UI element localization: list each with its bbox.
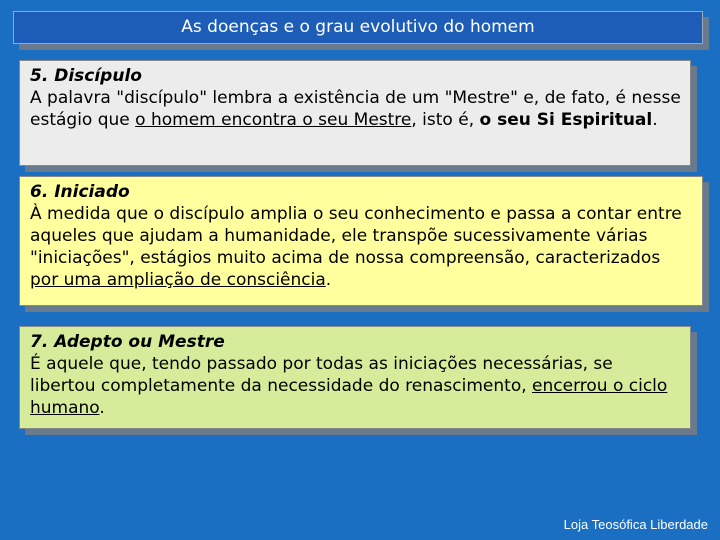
- card-text: .: [325, 270, 332, 290]
- page-title: As doenças e o grau evolutivo do homem: [181, 17, 535, 37]
- card-text: É aquele que, tendo passado por todas as iniciações necessárias, se libertou completamente da necessidade do renascimento,: [30, 354, 613, 396]
- card-text: , isto é,: [411, 110, 480, 130]
- card-text-underlined: o homem encontra o seu Mestre: [135, 110, 412, 130]
- card-discipulo: [19, 60, 691, 166]
- card-heading: 6. Iniciado: [30, 182, 130, 202]
- card-heading: 7. Adepto ou Mestre: [30, 332, 225, 352]
- card-text-bold: o seu Si Espiritual: [479, 110, 653, 130]
- card-text: A palavra "discípulo" lembra a existência de um "Mestre" e, de fato, é nesse estágio que: [30, 88, 681, 130]
- card-heading: 5. Discípulo: [30, 66, 142, 86]
- card-text: À medida que o discípulo amplia o seu conhecimento e passa a contar entre aqueles que ajudam a humanidade, ele transpõe sucessivamente várias "iniciações", estágios muito acima de nossa compreensão, caracterizados: [30, 204, 682, 268]
- card-text-underlined: por uma ampliação de consciência: [30, 270, 326, 290]
- title-banner: [13, 11, 703, 44]
- card-adepto: [19, 326, 691, 429]
- card-iniciado: [19, 176, 703, 306]
- card-text-underlined: encerrou o ciclo humano: [30, 376, 668, 418]
- footer-credit: Loja Teosófica Liberdade: [563, 517, 708, 532]
- card-text: .: [99, 398, 105, 418]
- card-text: .: [652, 110, 658, 130]
